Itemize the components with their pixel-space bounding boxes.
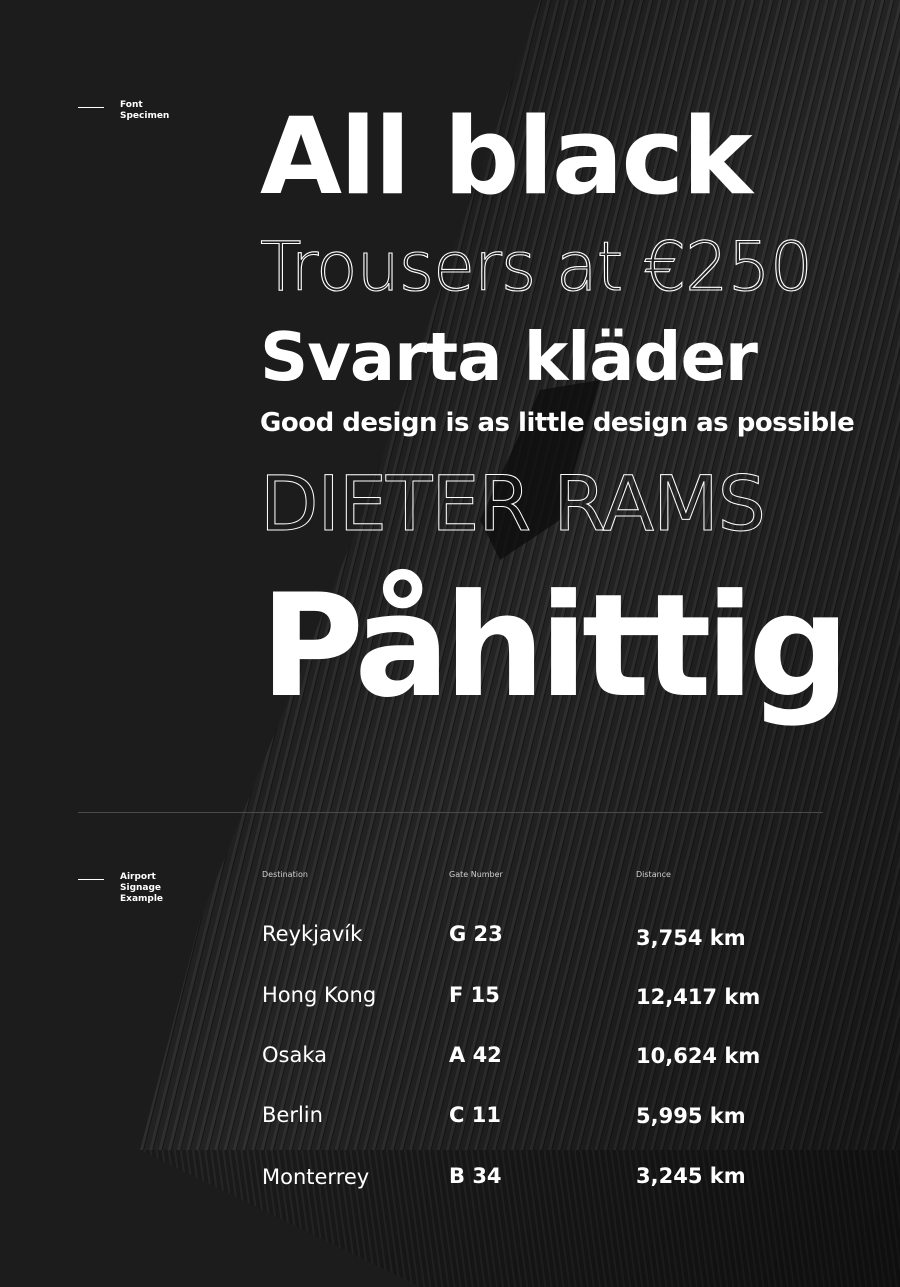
airport-signage-label-text: Airport Signage Example — [120, 872, 164, 904]
column-header-gate: Gate Number — [449, 870, 503, 879]
row-gate: A 42 — [449, 1043, 502, 1067]
specimen-svarta-klader: Svarta kläder — [260, 318, 757, 396]
font-specimen-label-text: Font Specimen — [120, 100, 170, 121]
row-destination: Hong Kong — [262, 983, 377, 1007]
specimen-all-black: All black — [260, 95, 751, 218]
row-distance: 3,245 km — [636, 1164, 746, 1188]
column-header-destination: Destination — [262, 870, 308, 879]
row-gate: C 11 — [449, 1103, 501, 1127]
row-distance: 12,417 km — [636, 985, 761, 1009]
row-destination: Reykjavík — [262, 922, 363, 946]
specimen-pahittig: Påhittig — [260, 564, 844, 729]
row-gate: B 34 — [449, 1164, 502, 1188]
row-destination: Berlin — [262, 1103, 323, 1127]
specimen-trousers: Trousers at €250 — [260, 228, 812, 307]
row-gate: F 15 — [449, 983, 500, 1007]
row-destination: Monterrey — [262, 1165, 370, 1189]
specimen-good-design-quote: Good design is as little design as possible — [260, 408, 855, 438]
row-distance: 3,754 km — [636, 926, 746, 950]
row-distance: 10,624 km — [636, 1044, 761, 1068]
specimen-dieter-rams: DIETER RAMS — [260, 459, 765, 548]
row-destination: Osaka — [262, 1043, 327, 1067]
row-gate: G 23 — [449, 922, 503, 946]
column-header-distance: Distance — [636, 870, 671, 879]
row-distance: 5,995 km — [636, 1104, 746, 1128]
